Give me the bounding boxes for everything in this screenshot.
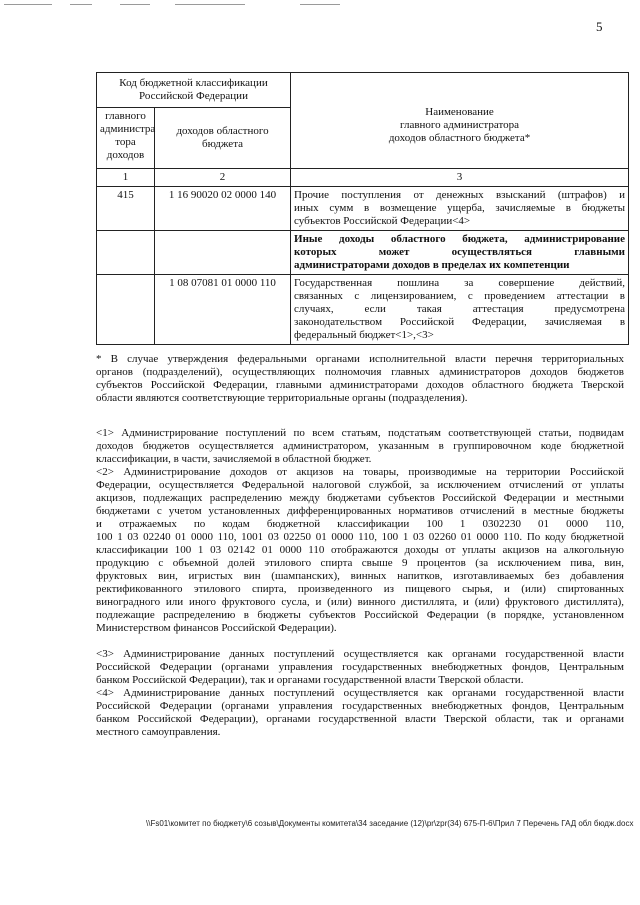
admin-code-cell [97, 231, 155, 275]
note-line: области являются соответствующие территориальные органы (подразделения). [96, 392, 468, 404]
header-admin-line: тора [115, 136, 136, 148]
note-line: <2> Администрирование доходов от акцизов на товары, производимые на территории Российской [96, 466, 624, 478]
header-name-line: Наименование [425, 106, 494, 118]
note-star [96, 353, 624, 405]
note-line: Федерации, осуществляется Федеральной налоговой службой, за исключением отчислений от уплаты [96, 479, 624, 491]
revenue-code-cell: 1 16 90020 02 0000 140 [155, 187, 291, 231]
header-revenue-cell: доходов областного бюджета [155, 108, 291, 169]
revenue-name-cell [291, 275, 629, 345]
note-line: подлежащие распределению в бюджеты субъектов Российской Федерации (в порядке, установленном [96, 609, 624, 621]
header-name-line: доходов областного бюджета* [388, 132, 531, 144]
name-line: Прочие поступления от денежных взысканий (штрафов) и [294, 189, 626, 201]
name-line: случаях, если такая аттестация предусмотрена [294, 303, 626, 315]
admin-code-cell [97, 275, 155, 345]
header-name-cell [291, 73, 629, 169]
note-line: <3> Администрирование данных поступлений осуществляется как органами государственной власти [96, 648, 624, 660]
note-2 [96, 466, 624, 635]
note-line: виноградного или иного фруктового сусла, и (или) винного дистиллята, и (или) фруктового дистиллята), [96, 596, 624, 608]
note-line: <1> Администрирование поступлений по всем статьям, подстатьям соответствующей статьи, подвидам [96, 427, 624, 439]
header-admin-line: администра [100, 123, 156, 135]
header-admin-line: доходов [106, 149, 145, 161]
note-line: продукцию с объемной долей этилового спирта свыше 9 процентов (за исключением пива, вин, [96, 557, 624, 569]
note-line: ректификованного этилового спирта, произведенного из пищевого сырья, и (или) спиртованных [96, 583, 624, 595]
note-line: классификации, в части, зачисляемой в областной бюджет. [96, 453, 372, 465]
name-line: субъектов Российской Федерации<4> [294, 215, 471, 227]
document-file-path: \\Fs01\комитет по бюджету\6 созыв\Документы комитета\34 заседание (12)\pr\zpr(34) 675-П-6\Прил 7 Перечень ГАД обл бюдж.docx [146, 819, 634, 828]
header-group-cell: Код бюджетной классификации Российской Федерации [97, 73, 291, 108]
note-line: Российской Федерации (органами управления государственных внебюджетных фондов, Центральным [96, 661, 624, 673]
name-line: связанных с лицензированием, с проведением аттестации в [294, 290, 626, 302]
budget-classification-table [96, 72, 629, 345]
name-line: Государственная пошлина за совершение действий, [294, 277, 626, 289]
note-line: субъектов Российской Федерации, главными администраторами доходов областного бюджета Тверской [96, 379, 624, 391]
header-admin-line: главного [105, 110, 146, 122]
name-line: иных сумм в возмещение ущерба, зачисляемые в бюджеты [294, 202, 626, 214]
revenue-code-cell [155, 231, 291, 275]
col-num-3: 3 [291, 169, 629, 187]
col-num-2: 2 [155, 169, 291, 187]
revenue-name-cell [291, 231, 629, 275]
note-line: и отражаемых по кодам бюджетной классификации 100 1 0302230 01 0000 110, [96, 518, 624, 530]
note-1 [96, 427, 624, 466]
note-line: <4> Администрирование данных поступлений осуществляется как органами государственной власти [96, 687, 624, 699]
note-line: Министерством финансов Российской Федерации). [96, 622, 337, 634]
header-admin-cell [97, 108, 155, 169]
revenue-name-cell [291, 187, 629, 231]
table-row [97, 275, 629, 345]
note-line: банком Российской Федерации), так и органами государственной власти Тверской области. [96, 674, 524, 686]
note-3 [96, 648, 624, 687]
note-line: фруктовых вин, игристых вин (шампанских), винных напитков, изготавливаемых без добавления [96, 570, 624, 582]
note-line: бюджетами с учетом установленных дифференцированных нормативов отчислений в местные бюджеты [96, 505, 624, 517]
note-line: классификации 100 1 03 02142 01 0000 110 отображаются доходы от уплаты акцизов на алкогольную [96, 544, 624, 556]
name-line: администраторами доходов в пределах их компетенции [294, 259, 570, 271]
note-line: 100 1 03 02240 01 0000 110, 1001 03 02250 01 0000 110, 100 1 03 02260 01 0000 110. По коду бюджетной [96, 531, 624, 543]
note-line: доходов бюджетов осуществляется администратором, указанным в группировочном коде бюджетной [96, 440, 624, 452]
note-line: местного самоуправления. [96, 726, 221, 738]
table-row [97, 231, 629, 275]
name-line: которых может осуществляться главными [294, 246, 626, 258]
note-4 [96, 687, 624, 739]
note-line: Российской Федерации (органами управления государственных внебюджетных фондов, Центральным [96, 700, 624, 712]
note-line: органов (подразделений), осуществляющих полномочия главных администраторов доходов бюджетов [96, 366, 624, 378]
note-line: банком Российской Федерации), органами государственной власти Тверской области, так и органами [96, 713, 624, 725]
note-line: акцизов, подлежащих распределению между бюджетами субъектов Российской Федерации и местными [96, 492, 624, 504]
name-line: Иные доходы областного бюджета, администрирование [294, 233, 626, 245]
table-row [97, 187, 629, 231]
name-line: федеральный бюджет<1>,<3> [294, 329, 434, 341]
note-line: * В случае утверждения федеральными органами исполнительной власти перечня территориальных [96, 353, 624, 365]
scan-artifact [0, 0, 640, 14]
col-num-1: 1 [97, 169, 155, 187]
header-name-line: главного администратора [400, 119, 519, 131]
page-number: 5 [596, 19, 603, 34]
name-line: законодательством Российской Федерации, зачисляемая в [294, 316, 626, 328]
admin-code-cell: 415 [97, 187, 155, 231]
revenue-code-cell: 1 08 07081 01 0000 110 [155, 275, 291, 345]
